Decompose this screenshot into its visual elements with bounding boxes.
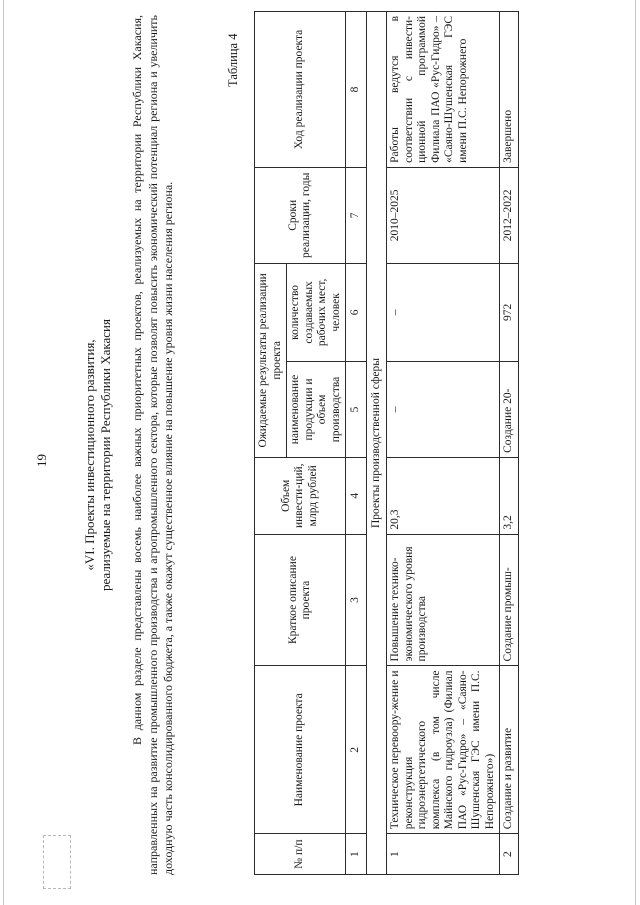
header-invest: Объем инвести-ций, млрд рублей	[255, 457, 346, 534]
col-number: 5	[346, 362, 367, 458]
row-desc: Повышение технико-экономического уровня производства	[387, 534, 500, 666]
header-period: Сроки реализации, годы	[255, 167, 346, 263]
header-num: № п/п	[255, 834, 346, 875]
row-name: Создание и развитие	[500, 666, 519, 834]
intro-paragraph	[130, 15, 177, 875]
projects-table	[254, 11, 519, 875]
row-invest: 20,3	[387, 457, 500, 534]
row-product: –	[387, 362, 500, 458]
section-title-line1: «VI. Проекты инвестиционного развития,	[82, 339, 97, 571]
row-progress: Работы ведутся в соответствии с инвести-ционной программой Филиала ПАО «Рус-Гидро» – «Саяно-Шушенская ГЭС имени П.С. Непорожнего	[387, 12, 500, 168]
header-results: Ожидаемые результаты реализации проекта	[255, 263, 287, 457]
header-desc: Краткое описание проекта	[255, 534, 346, 666]
header-results-name: наименование продукции и объем производства	[287, 362, 346, 458]
col-number: 4	[346, 457, 367, 534]
row-invest: 3,2	[500, 457, 519, 534]
row-num: 2	[500, 834, 519, 875]
row-jobs: 972	[500, 263, 519, 361]
row-num: 1	[387, 834, 500, 875]
section-row	[366, 12, 387, 875]
row-period: 2010–2025	[387, 167, 500, 263]
section-title-line2: реализуемые на территории Республики Хакасия	[98, 319, 113, 591]
table-label: Таблица 4	[226, 33, 240, 87]
header-progress: Ход реализации проекта	[255, 12, 346, 168]
row-desc: Создание промыш-	[500, 534, 519, 666]
header-name: Наименование проекта	[255, 666, 346, 834]
row-period: 2012–2022	[500, 167, 519, 263]
col-number: 1	[346, 834, 367, 875]
table-row	[387, 12, 500, 875]
page-number: 19	[34, 454, 49, 467]
table-row	[500, 12, 519, 875]
row-jobs: –	[387, 263, 500, 361]
col-number: 6	[346, 263, 367, 361]
row-progress: Завершено	[500, 12, 519, 168]
column-numbers-row	[346, 12, 367, 875]
section-heading: Проекты производственной сферы	[366, 12, 387, 875]
col-number: 3	[346, 534, 367, 666]
row-product: Создание 20-	[500, 362, 519, 458]
header-row-1	[255, 12, 287, 875]
intro-text: В данном разделе представлены восемь наиболее важных приоритетных проектов, реализуемых на территории Республики Хакасия, направленных на развитие промышленного производства и агропромышленного сектора, которые позволят повысить экономический потенциал региона и увеличить доходную часть консолидированного бюджета, а также окажут существенное влияние на повышение уровня жизни населения региона.	[130, 15, 175, 875]
row-name: Техническое перевоору-жение и реконструкция гидроэнергетического комплекса (в том числе Майнского гидроузла) (Филиал ПАО «Рус-Гидро» – «Саяно-Шушенская ГЭС имени П.С. Непорожнего»)	[387, 666, 500, 834]
col-number: 7	[346, 167, 367, 263]
col-number: 2	[346, 666, 367, 834]
header-results-jobs: количество создаваемых рабочих мест, человек	[287, 263, 346, 361]
col-number: 8	[346, 12, 367, 168]
